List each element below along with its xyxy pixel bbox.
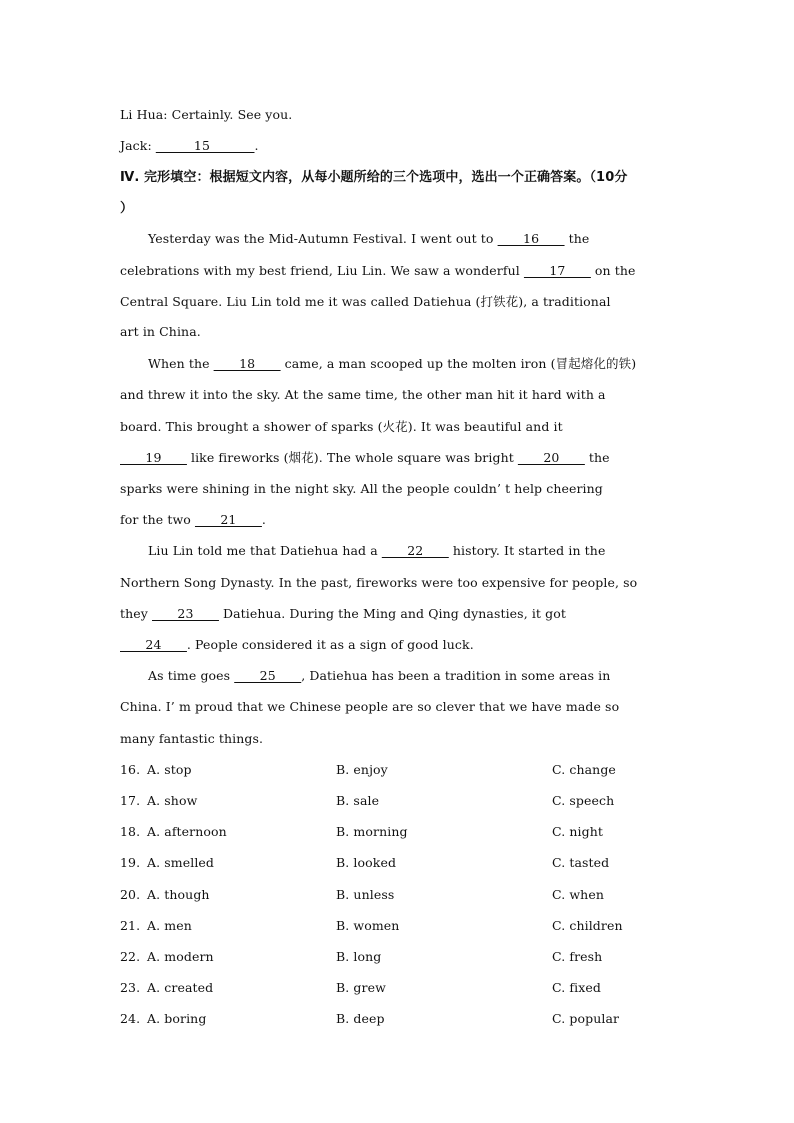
blank-23: ____23____ bbox=[152, 606, 219, 621]
passage-line bbox=[120, 448, 610, 466]
blank-25: ____25____ bbox=[234, 668, 302, 683]
text: When the bbox=[148, 356, 214, 371]
option-a: A. smelled bbox=[147, 855, 215, 870]
text: Liu Lin told me that Datiehua had a bbox=[148, 543, 382, 558]
option-c: C. speech bbox=[552, 793, 615, 808]
passage-line bbox=[120, 512, 266, 527]
question-number: 21. bbox=[120, 918, 141, 933]
passage-line bbox=[148, 543, 605, 558]
passage-line: board. This brought a shower of sparks (火花). It was beautiful and it bbox=[120, 419, 563, 434]
option-b: B. unless bbox=[336, 887, 395, 902]
option-a: A. men bbox=[147, 918, 192, 933]
punctuation: . bbox=[254, 138, 259, 153]
option-b: B. morning bbox=[336, 824, 408, 839]
blank-22: ____22____ bbox=[381, 543, 449, 558]
passage-line bbox=[120, 637, 474, 652]
option-c: C. fixed bbox=[552, 980, 601, 995]
blank-18: ____18____ bbox=[213, 356, 281, 371]
passage-line: China. I’ m proud that we Chinese people are so clever that we have made so bbox=[120, 699, 620, 714]
passage-line: Northern Song Dynasty. In the past, fireworks were too expensive for people, so bbox=[120, 575, 638, 590]
passage-line bbox=[120, 606, 566, 621]
text: the bbox=[584, 450, 610, 465]
blank-17: ____17____ bbox=[523, 263, 591, 278]
text: Datiehua. During the Ming and Qing dynasties, it got bbox=[218, 606, 566, 621]
question-options bbox=[120, 793, 680, 811]
dialogue-line-jack bbox=[120, 138, 259, 153]
option-b: B. women bbox=[336, 918, 400, 933]
text: . People considered it as a sign of good luck. bbox=[186, 637, 474, 652]
option-b: B. sale bbox=[336, 793, 380, 808]
blank-19: ____19____ bbox=[120, 450, 187, 465]
option-c: C. fresh bbox=[552, 949, 603, 964]
option-b: B. grew bbox=[336, 980, 386, 995]
text: like fireworks (烟花). The whole square was bright bbox=[186, 450, 518, 465]
option-b: B. looked bbox=[336, 855, 397, 870]
question-number: 16. bbox=[120, 762, 141, 777]
text: celebrations with my best friend, Liu Lin. We saw a wonderful bbox=[120, 263, 524, 278]
option-a: A. created bbox=[147, 980, 214, 995]
question-number: 17. bbox=[120, 793, 141, 808]
text: the bbox=[564, 231, 590, 246]
option-a: A. stop bbox=[147, 762, 192, 777]
option-b: B. deep bbox=[336, 1011, 385, 1026]
option-c: C. popular bbox=[552, 1011, 620, 1026]
option-a: A. boring bbox=[147, 1011, 207, 1026]
question-number: 20. bbox=[120, 887, 141, 902]
blank-20: ____20____ bbox=[517, 450, 585, 465]
text: history. It started in the bbox=[448, 543, 606, 558]
question-number: 24. bbox=[120, 1011, 141, 1026]
question-options bbox=[120, 824, 680, 842]
passage-line: art in China. bbox=[120, 324, 201, 339]
question-number: 23. bbox=[120, 980, 141, 995]
option-a: A. though bbox=[147, 887, 210, 902]
option-c: C. when bbox=[552, 887, 604, 902]
question-options bbox=[120, 980, 680, 998]
passage-line bbox=[148, 668, 610, 683]
option-a: A. afternoon bbox=[147, 824, 227, 839]
question-options bbox=[120, 1011, 680, 1029]
option-c: C. tasted bbox=[552, 855, 610, 870]
blank-16: ____16____ bbox=[497, 231, 565, 246]
dialogue-line-li-hua: Li Hua: Certainly. See you. bbox=[120, 107, 293, 122]
passage-line: and threw it into the sky. At the same time, the other man hit it hard with a bbox=[120, 387, 606, 402]
speaker-label: Jack: bbox=[120, 138, 156, 153]
section-heading: Ⅳ. 完形填空：根据短文内容，从每小题所给的三个选项中，选出一个正确答案。（10分 bbox=[120, 170, 628, 185]
question-options bbox=[120, 887, 680, 905]
question-number: 18. bbox=[120, 824, 141, 839]
blank-24: ____24____ bbox=[120, 637, 187, 652]
text: . bbox=[261, 512, 266, 527]
text: for the two bbox=[120, 512, 195, 527]
option-a: A. modern bbox=[147, 949, 214, 964]
passage-line bbox=[148, 231, 589, 246]
text: , Datiehua has been a tradition in some areas in bbox=[301, 668, 611, 683]
passage-line: sparks were shining in the night sky. All the people couldn’ t help cheering bbox=[120, 481, 603, 496]
option-b: B. long bbox=[336, 949, 382, 964]
option-c: C. children bbox=[552, 918, 623, 933]
question-number: 22. bbox=[120, 949, 141, 964]
option-a: A. show bbox=[147, 793, 198, 808]
option-b: B. enjoy bbox=[336, 762, 388, 777]
section-heading-continued: ） bbox=[120, 201, 134, 216]
blank-15: ______15_______ bbox=[155, 138, 255, 153]
text: came, a man scooped up the molten iron (冒起熔化的铁) bbox=[280, 356, 637, 371]
option-c: C. change bbox=[552, 762, 616, 777]
passage-line bbox=[120, 263, 636, 278]
passage-line: Central Square. Liu Lin told me it was called Datiehua (打铁花), a traditional bbox=[120, 294, 611, 309]
text: on the bbox=[590, 263, 636, 278]
text: they bbox=[120, 606, 153, 621]
question-options bbox=[120, 855, 680, 873]
text: As time goes bbox=[148, 668, 235, 683]
text: Yesterday was the Mid-Autumn Festival. I went out to bbox=[148, 231, 498, 246]
passage-line: many fantastic things. bbox=[120, 731, 264, 746]
question-options bbox=[120, 949, 680, 967]
passage-line bbox=[148, 354, 636, 372]
question-options bbox=[120, 762, 680, 780]
option-c: C. night bbox=[552, 824, 603, 839]
question-number: 19. bbox=[120, 855, 141, 870]
question-options bbox=[120, 918, 680, 936]
blank-21: ____21____ bbox=[194, 512, 262, 527]
